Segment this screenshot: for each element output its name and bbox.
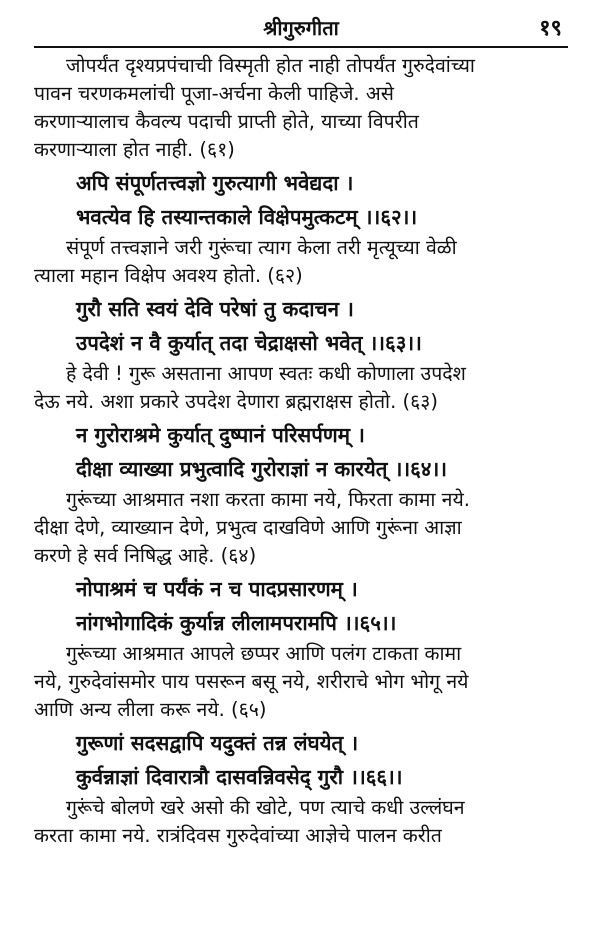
- page-body: [34, 52, 568, 852]
- marathi-paragraph: [34, 486, 568, 570]
- paragraph-line: करणाऱ्याला होत नाही. (६१): [34, 138, 235, 161]
- verse-line: गुरौ सति स्वयं देवि परेषां तु कदाचन ।: [76, 297, 354, 321]
- verse-line: गुरूणां सदसद्वापि यदुक्तं तन्न लंघयेत् ।: [76, 731, 359, 755]
- paragraph-line: संपूर्ण तत्त्वज्ञाने जरी गुरूंचा त्याग केला तरी मृत्यूच्या वेळी: [66, 236, 457, 259]
- page-number: १९: [539, 16, 562, 41]
- sanskrit-verse: [34, 294, 568, 358]
- paragraph-line: आणि अन्य लीला करू नये. (६५): [34, 698, 267, 721]
- marathi-paragraph: [34, 794, 568, 850]
- verse-line: भवत्येव हि तस्यान्तकाले विक्षेपमुत्कटम् ।।६२।।: [76, 205, 418, 229]
- verse-line: नोपाश्रमं च पर्यंकं न च पादप्रसारणम् ।: [76, 577, 358, 601]
- paragraph-line: पावन चरणकमलांची पूजा-अर्चना केली पाहिजे. असे: [34, 82, 394, 105]
- paragraph-line: हे देवी ! गुरू असताना आपण स्वतः कधी कोणाला उपदेश: [66, 362, 466, 385]
- paragraph-line: करणाऱ्यालाच कैवल्य पदाची प्राप्ती होते, याच्या विपरीत: [34, 110, 419, 133]
- verse-line: न गुरोराश्रमे कुर्यात् दुष्पानं परिसर्पणम् ।: [76, 423, 365, 447]
- verse-line: नांगभोगादिकं कुर्यान्न लीलामपरामपि ।।६५।।: [76, 611, 397, 635]
- paragraph-line: त्याला महान विक्षेप अवश्य होतो. (६२): [34, 264, 303, 287]
- verse-line: कुर्वन्नाज्ञां दिवारात्रौ दासवन्निवसेद् गुरौ ।।६६।।: [76, 765, 403, 789]
- verse-line: उपदेशं न वै कुर्यात् तदा चेद्राक्षसो भवेत् ।।६३।।: [76, 331, 422, 355]
- page-title: श्रीगुरुगीता: [263, 16, 339, 40]
- paragraph-line: गुरूंच्या आश्रमात आपले छप्पर आणि पलंग टाकता कामा: [66, 642, 462, 665]
- sanskrit-verse: [34, 574, 568, 638]
- paragraph-line: करणे हे सर्व निषिद्ध आहे. (६४): [34, 544, 257, 567]
- paragraph-line: गुरूंच्या आश्रमात नशा करता कामा नये, फिरता कामा नये.: [66, 488, 470, 511]
- marathi-paragraph: [34, 52, 568, 164]
- paragraph-line: गुरूंचे बोलणे खरे असो की खोटे, पण त्याचे कधी उल्लंघन: [66, 796, 465, 819]
- header-divider: [34, 46, 568, 48]
- page-header: [34, 0, 568, 44]
- verse-line: अपि संपूर्णतत्त्वज्ञो गुरुत्यागी भवेद्यदा ।: [76, 171, 354, 195]
- paragraph-line: दीक्षा देणे, व्याख्यान देणे, प्रभुत्व दाखविणे आणि गुरूंना आज्ञा: [34, 516, 462, 539]
- paragraph-line: जोपर्यंत दृश्यप्रपंचाची विस्मृती होत नाही तोपर्यंत गुरुदेवांच्या: [66, 54, 475, 77]
- sanskrit-verse: [34, 728, 568, 792]
- paragraph-line: नये, गुरुदेवांसमोर पाय पसरून बसू नये, शरीराचे भोग भोगू नये: [34, 670, 469, 693]
- marathi-paragraph: [34, 640, 568, 724]
- marathi-paragraph: [34, 234, 568, 290]
- paragraph-line: देऊ नये. अशा प्रकारे उपदेश देणारा ब्रह्मराक्षस होतो. (६३): [34, 390, 439, 413]
- verse-line: दीक्षा व्याख्या प्रभुत्वादि गुरोराज्ञां न कारयेत् ।।६४।।: [76, 457, 448, 481]
- marathi-paragraph: [34, 360, 568, 416]
- sanskrit-verse: [34, 420, 568, 484]
- sanskrit-verse: [34, 168, 568, 232]
- paragraph-line: करता कामा नये. रात्रंदिवस गुरुदेवांच्या आज्ञेचे पालन करीत: [34, 824, 442, 847]
